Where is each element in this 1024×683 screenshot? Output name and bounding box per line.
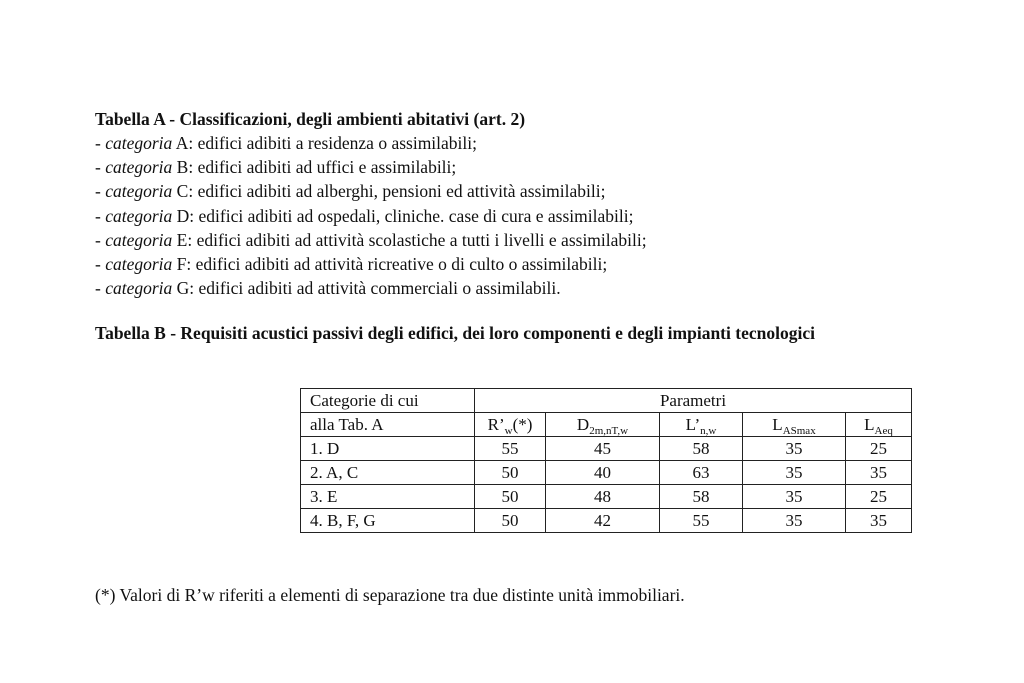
param-symbol: L’ <box>685 414 701 434</box>
category-text: D: edifici adibiti ad ospedali, cliniche. case di cura e assimilabili; <box>172 205 634 226</box>
row-category: 4. B, F, G <box>301 509 475 533</box>
category-keyword: categoria <box>105 278 173 299</box>
table-header-row <box>301 389 912 413</box>
cell-value: 35 <box>846 509 912 533</box>
category-keyword: categoria <box>105 181 173 202</box>
cell-value: 35 <box>743 437 846 461</box>
category-item <box>95 155 647 179</box>
category-keyword: categoria <box>105 157 173 178</box>
category-text: G: edifici adibiti ad attività commerciali o assimilabili. <box>172 278 561 299</box>
cell-value: 45 <box>546 437 660 461</box>
category-list <box>95 131 647 300</box>
cell-value: 58 <box>660 485 743 509</box>
tabella-a-title: Tabella A - Classificazioni, degli ambienti abitativi (art. 2) <box>95 109 526 129</box>
category-text: E: edifici adibiti ad attività scolastiche a tutti i livelli e assimilabili; <box>172 229 647 250</box>
table-row <box>301 461 912 485</box>
cell-value: 50 <box>475 485 546 509</box>
dash: - <box>95 181 106 202</box>
header-categories-line2: alla Tab. A <box>301 413 475 437</box>
table-row <box>301 485 912 509</box>
param-symbol: L <box>772 414 783 434</box>
param-subscript: w <box>504 424 513 437</box>
footnote: (*) Valori di R’w riferiti a elementi di separazione tra due distinte unità immobiliari. <box>95 585 685 605</box>
dash: - <box>95 205 106 226</box>
cell-value: 42 <box>546 509 660 533</box>
category-text: C: edifici adibiti ad alberghi, pensioni ed attività assimilabili; <box>172 181 606 202</box>
header-param-laeq <box>846 413 912 437</box>
cell-value: 50 <box>475 509 546 533</box>
requirements-table <box>300 388 912 533</box>
dash: - <box>95 278 106 299</box>
dash: - <box>95 157 106 178</box>
cell-value: 25 <box>846 485 912 509</box>
category-item <box>95 179 647 203</box>
header-param-rw <box>475 413 546 437</box>
param-symbol: D <box>576 414 590 434</box>
dash: - <box>95 254 106 275</box>
cell-value: 50 <box>475 461 546 485</box>
category-text: A: edifici adibiti a residenza o assimilabili; <box>172 133 477 153</box>
row-category: 2. A, C <box>301 461 475 485</box>
dash: - <box>95 229 106 250</box>
row-category: 3. E <box>301 485 475 509</box>
header-categories: Categorie di cui <box>301 389 475 413</box>
cell-value: 58 <box>660 437 743 461</box>
cell-value: 40 <box>546 461 660 485</box>
category-keyword: categoria <box>105 205 173 226</box>
tabella-b-title: Tabella B - Requisiti acustici passivi degli edifici, dei loro componenti e degli impianti tecnologici <box>95 323 815 343</box>
category-keyword: categoria <box>105 254 173 275</box>
cell-value: 25 <box>846 437 912 461</box>
cell-value: 35 <box>743 485 846 509</box>
cell-value: 35 <box>846 461 912 485</box>
category-item <box>95 228 647 252</box>
table-header-row <box>301 413 912 437</box>
param-symbol: L <box>864 414 875 434</box>
cell-value: 35 <box>743 461 846 485</box>
category-text: B: edifici adibiti ad uffici e assimilabili; <box>172 157 457 178</box>
cell-value: 63 <box>660 461 743 485</box>
category-item <box>95 131 647 155</box>
cell-value: 55 <box>475 437 546 461</box>
category-item <box>95 252 647 276</box>
category-item <box>95 276 647 300</box>
row-category: 1. D <box>301 437 475 461</box>
header-param-d2m <box>546 413 660 437</box>
param-subscript: n,w <box>700 424 717 437</box>
category-item <box>95 204 647 228</box>
category-keyword: categoria <box>105 229 173 250</box>
cell-value: 48 <box>546 485 660 509</box>
param-subscript: Aeq <box>874 424 893 437</box>
category-keyword: categoria <box>105 133 173 153</box>
cell-value: 55 <box>660 509 743 533</box>
table-row <box>301 437 912 461</box>
cell-value: 35 <box>743 509 846 533</box>
param-subscript: ASmax <box>782 424 816 437</box>
param-note: (*) <box>512 414 533 434</box>
header-param-lasmax <box>743 413 846 437</box>
header-parametri: Parametri <box>475 389 912 413</box>
param-subscript: 2m,nT,w <box>589 424 629 437</box>
table-row <box>301 509 912 533</box>
category-text: F: edifici adibiti ad attività ricreative o di culto o assimilabili; <box>172 254 608 275</box>
dash: - <box>95 133 106 153</box>
param-symbol: R’ <box>487 414 505 434</box>
header-param-lnw <box>660 413 743 437</box>
